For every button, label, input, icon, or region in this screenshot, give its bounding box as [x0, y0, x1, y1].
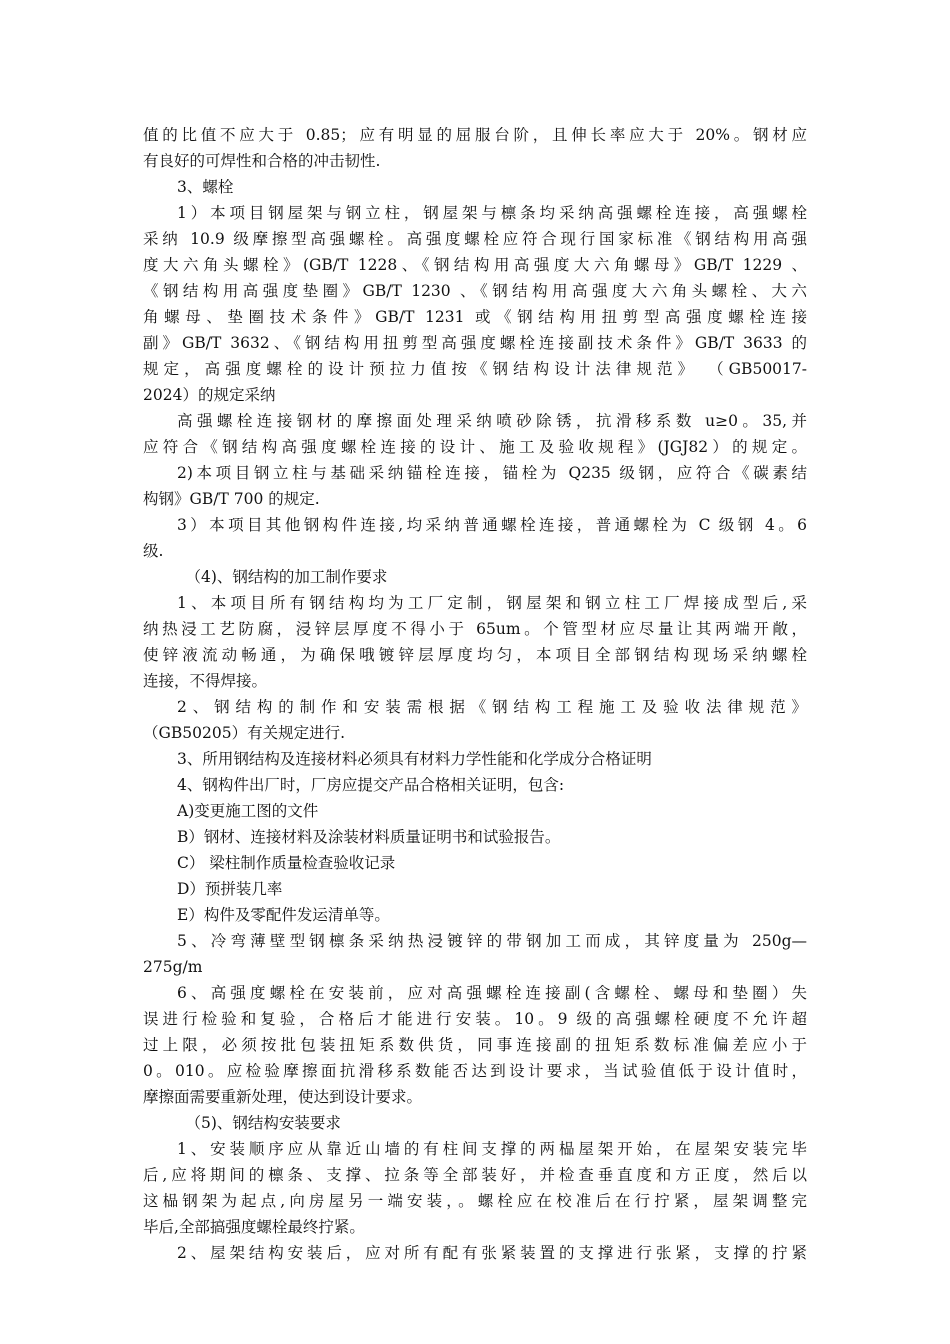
text-line: 过上限，必须按批包装扭矩系数供货，同事连接副的扭矩系数标准偏差应小于: [143, 1036, 807, 1054]
text-line: 应符合《钢结构高强度螺栓连接的设计、施工及验收规程》(JGJ82）的规定。: [143, 438, 807, 456]
text-line: 构钢》GB/T 700 的规定.: [143, 490, 320, 508]
text-line: 连接，不得焊接。: [143, 672, 268, 690]
text-line: （4)、钢结构的加工制作要求: [185, 568, 388, 586]
text-line: 度大六角头螺栓》(GB/T 1228、《钢结构用高强度大六角螺母》GB/T 1229 、: [143, 256, 807, 274]
text-line: A)变更施工图的文件: [177, 802, 319, 820]
document-body: [143, 122, 807, 1266]
text-line: 6、高强度螺栓在安装前，应对高强螺栓连接副(含螺栓、螺母和垫圈）失: [177, 984, 807, 1002]
text-line: 后,应将期间的檩条、支撑、拉条等全部装好，并检查垂直度和方正度，然后以: [143, 1166, 807, 1184]
text-line: D）预拼装几率: [177, 880, 283, 898]
text-line: 这榀钢架为起点,向房屋另一端安装，。螺栓应在校准后在行拧紧，屋架调整完: [143, 1192, 807, 1210]
text-line: （5)、钢结构安装要求: [185, 1114, 341, 1132]
text-line: 使锌液流动畅通，为确保哦镀锌层厚度均匀，本项目全部钢结构现场采纳螺栓: [143, 646, 807, 664]
text-line: 规定，高强度螺栓的设计预拉力值按《钢结构设计法律规范》 （GB50017-: [143, 360, 807, 378]
text-line: 摩擦面需要重新处理，使达到设计要求。: [143, 1088, 423, 1106]
text-line: E）构件及零配件发运清单等。: [177, 906, 390, 924]
text-line: 2)本项目钢立柱与基础采纳锚栓连接，锚栓为 Q235 级钢，应符合《碳素结: [177, 464, 807, 482]
text-line: B）钢材、连接材料及涂装材料质量证明书和试验报告。: [177, 828, 561, 846]
text-line: 3、所用钢结构及连接材料必须具有材料力学性能和化学成分合格证明: [177, 750, 652, 768]
text-line: 4、钢构件出厂时，厂房应提交产品合格相关证明，包含:: [177, 776, 565, 794]
text-line: 副》GB/T 3632、《钢结构用扭剪型高强度螺栓连接副技术条件》GB/T 3633 的: [143, 334, 807, 352]
text-line: C） 梁柱制作质量检查验收记录: [177, 854, 396, 872]
text-line: 1、安装顺序应从靠近山墙的有柱间支撑的两榀屋架开始，在屋架安装完毕: [177, 1140, 807, 1158]
text-line: 《钢结构用高强度垫圈》GB/T 1230 、《钢结构用高强度大六角头螺栓、大六: [143, 282, 807, 300]
text-line: 角螺母、垫圈技术条件》GB/T 1231 或《钢结构用扭剪型高强度螺栓连接: [143, 308, 807, 326]
text-line: 275g/m: [143, 958, 203, 976]
text-line: 1、本项目所有钢结构均为工厂定制，钢屋架和钢立柱工厂焊接成型后,采: [177, 594, 807, 612]
text-line: 5、冷弯薄壁型钢檩条采纳热浸镀锌的带钢加工而成，其锌度量为 250g—: [177, 932, 807, 950]
text-line: 2、钢结构的制作和安装需根据《钢结构工程施工及验收法律规范》: [177, 698, 807, 716]
text-line: 3、螺栓: [177, 178, 234, 196]
text-line: 高强螺栓连接钢材的摩擦面处理采纳喷砂除锈，抗滑移系数 u≥0。35,并: [177, 412, 807, 430]
text-line: 级.: [143, 542, 164, 560]
text-line: 2、屋架结构安装后，应对所有配有张紧装置的支撑进行张紧，支撑的拧紧: [177, 1244, 807, 1262]
text-line: 0。010。应检验摩擦面抗滑移系数能否达到设计要求，当试验值低于设计值时，: [143, 1062, 807, 1080]
text-line: 纳热浸工艺防腐，浸锌层厚度不得小于 65um。个管型材应尽量让其两端开敞，: [143, 620, 807, 638]
text-line: 3）本项目其他钢构件连接,均采纳普通螺栓连接，普通螺栓为 C 级钢 4。6: [177, 516, 807, 534]
text-line: （GB50205）有关规定进行.: [143, 724, 346, 742]
text-line: 有良好的可焊性和合格的冲击韧性.: [143, 152, 381, 170]
text-line: 误进行检验和复验，合格后才能进行安装。10。9 级的高强螺栓硬度不允许超: [143, 1010, 807, 1028]
text-line: 2024）的规定采纳: [143, 386, 276, 404]
text-line: 值的比值不应大于 0.85；应有明显的屈服台阶，且伸长率应大于 20%。钢材应: [143, 126, 807, 144]
text-line: 毕后,全部搞强度螺栓最终拧紧。: [143, 1218, 365, 1236]
text-line: 采纳 10.9 级摩擦型高强螺栓。高强度螺栓应符合现行国家标准《钢结构用高强: [143, 230, 807, 248]
text-line: 1）本项目钢屋架与钢立柱，钢屋架与檩条均采纳高强螺栓连接，高强螺栓: [177, 204, 807, 222]
